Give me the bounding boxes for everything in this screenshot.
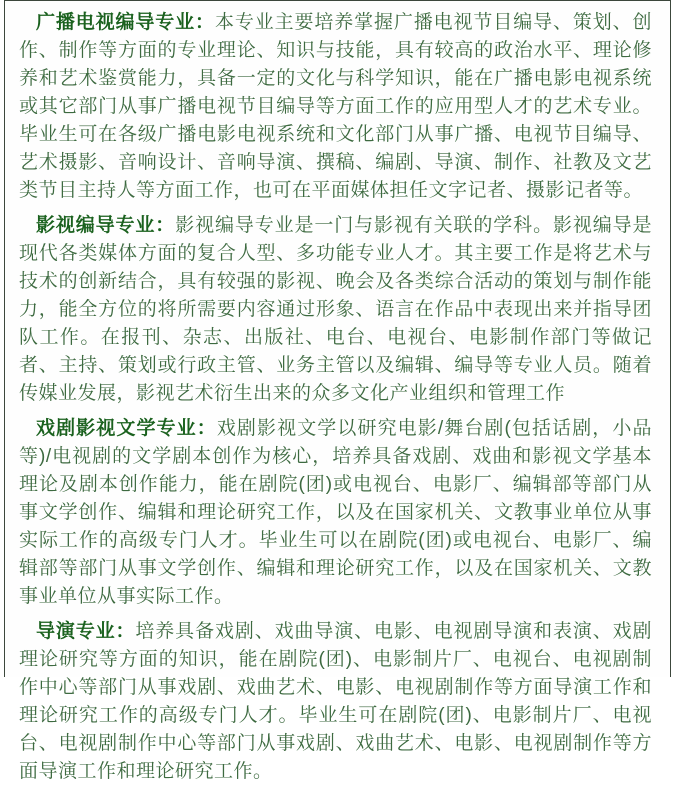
major-heading-film-tv-directing: 影视编导专业：: [36, 215, 176, 236]
content-panel: [4, 0, 671, 782]
major-description-film-tv-directing: 影视编导专业是一门与影视有关联的学科。影视编导是现代各类媒体方面的复合人型、多功能专业人才。其主要工作是将艺术与技术的创新结合，具有较强的影视、晚会及各类综合活动的策划与制作能力，能全方位的将所需要内容通过形象、语言在作品中表现出来并指导团队工作。在报刊、杂志、出版社、电台、电视台、电影制作部门等做记者、主持、策划或行政主管、业务主管以及编辑、编导等专业人员。随着传媒业发展，影视艺术衍生出来的众多文化产业组织和管理工作: [19, 215, 652, 404]
paragraph-directing: [19, 618, 652, 786]
major-heading-directing: 导演专业：: [36, 621, 136, 642]
major-heading-broadcast-tv-directing: 广播电视编导专业：: [36, 12, 215, 33]
major-description-drama-film-literature: 戏剧影视文学以研究电影/舞台剧(包括话剧，小品等)/电视剧的文学剧本创作为核心，培养具备戏剧、戏曲和影视文学基本理论及剧本创作能力，能在剧院(团)或电视台、电影厂、编辑部等部门从事文学创作、编辑和理论研究工作，以及在国家机关、文教事业单位从事实际工作的高级专门人才。毕业生可以在剧院(团)或电视台、电影厂、编辑部等部门从事文学创作、编辑和理论研究工作，以及在国家机关、文教事业单位从事实际工作。: [19, 418, 652, 607]
major-description-directing: 培养具备戏剧、戏曲导演、电影、电视剧导演和表演、戏剧理论研究等方面的知识，能在剧院(团)、电影制片厂、电视台、电视剧制作中心等部门从事戏剧、戏曲艺术、电影、电视剧制作等方面导演工作和理论研究工作的高级专门人才。毕业生可在剧院(团)、电影制片厂、电视台、电视剧制作中心等部门从事戏剧、戏曲艺术、电影、电视剧制作等方面导演工作和理论研究工作。: [19, 621, 652, 782]
paragraph-film-tv-directing: [19, 212, 652, 408]
major-description-broadcast-tv-directing: 本专业主要培养掌握广播电视节目编导、策划、创作、制作等方面的专业理论、知识与技能，具有较高的政治水平、理论修养和艺术鉴赏能力，具备一定的文化与科学知识，能在广播电影电视系统或其它部门从事广播电视节目编导等方面工作的应用型人才的艺术专业。毕业生可在各级广播电影电视系统和文化部门从事广播、电视节目编导、艺术摄影、音响设计、音响导演、撰稿、编剧、导演、制作、社教及文艺类节目主持人等方面工作，也可在平面媒体担任文字记者、摄影记者等。: [19, 12, 652, 201]
major-heading-drama-film-literature: 戏剧影视文学专业：: [36, 418, 217, 439]
paragraph-broadcast-tv-directing: [19, 9, 652, 205]
paragraph-drama-film-literature: [19, 415, 652, 611]
